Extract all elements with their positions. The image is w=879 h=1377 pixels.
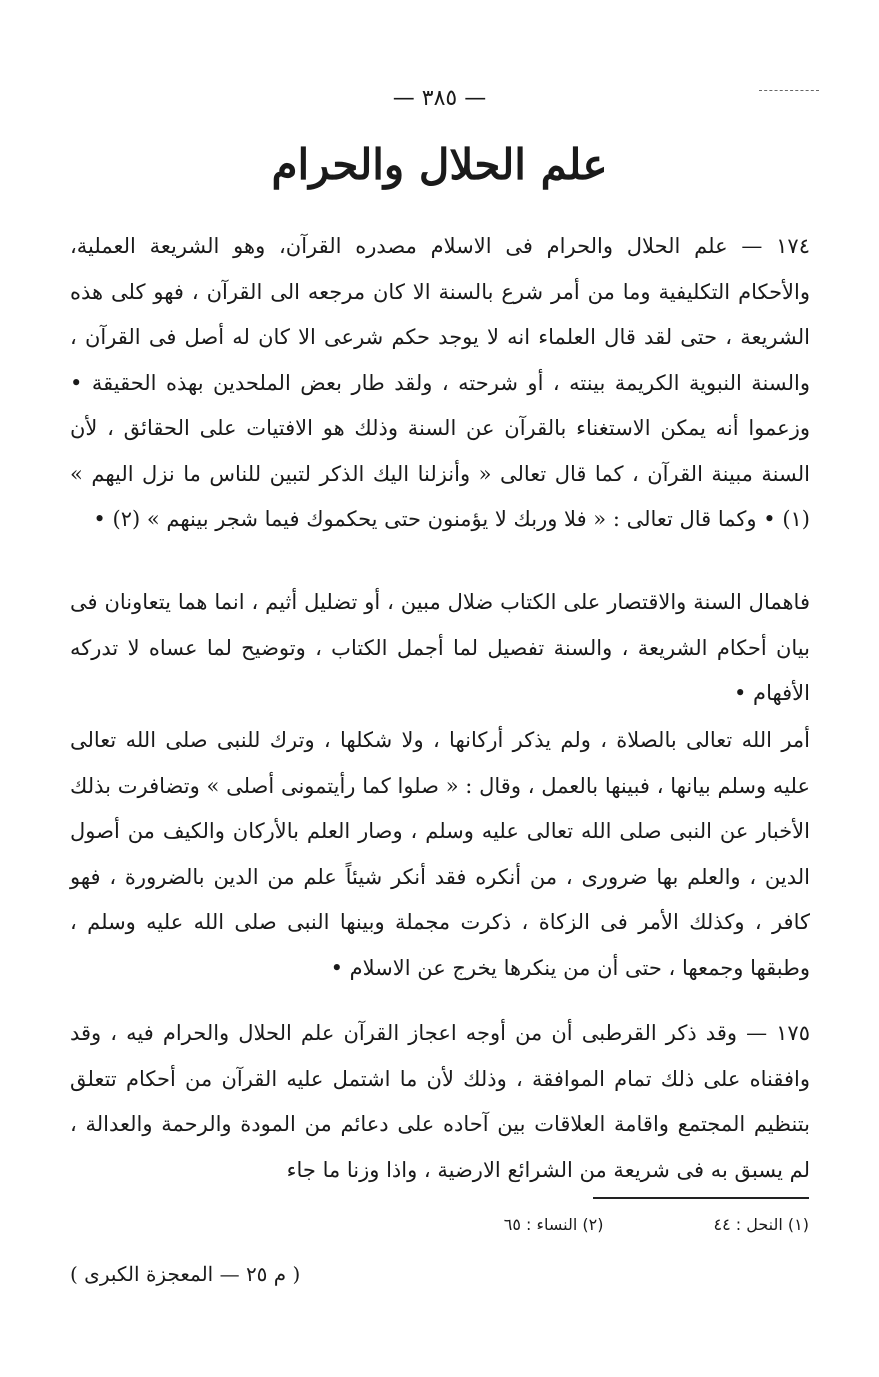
footnote-1: (١) النحل : ٤٤ <box>713 1215 809 1234</box>
printer-signature: ( م ٢٥ — المعجزة الكبرى ) <box>70 1262 301 1286</box>
footnote-divider <box>593 1197 809 1199</box>
paragraph-174: ١٧٤ — علم الحلال والحرام فى الاسلام مصدره القرآن، وهو الشريعة العملية، والأحكام التكليفية وما من أمر شرع بالسنة الا كان مرجعه الى القرآن ، فهو كلى هذه الشريعة ، حتى لقد قال العلماء انه لا يوجد حكم شرعى الا كان له أصل فى القرآن ، والسنة النبوية الكريمة بينته ، أو شرحته ، ولقد طار بعض الملحدين بهذه الحقيقة • وزعموا أنه يمكن الاستغناء بالقرآن عن السنة وذلك هو الافتيات على الحقائق ، لأن السنة مبينة القرآن ، كما قال تعالى « وأنزلنا اليك الذكر لتبين للناس ما نزل اليهم » (١) • وكما قال تعالى : « فلا وربك لا يؤمنون حتى يحكموك فيما شجر بينهم » (٢) • <box>70 234 810 531</box>
footnote-2: (٢) النساء : ٦٥ <box>503 1215 604 1234</box>
footnotes <box>309 1215 809 1234</box>
chapter-title: علم الحلال والحرام <box>271 140 608 189</box>
paragraph-prayer: أمر الله تعالى بالصلاة ، ولم يذكر أركانها ، ولا شكلها ، وترك للنبى صلى الله تعالى عليه وسلم بيانها ، فبينها بالعمل ، وقال : « صلوا كما رأيتمونى أصلى » وتضافرت بذلك الأخبار عن النبى صلى الله تعالى عليه وسلم ، وصار العلم بالأركان والكيف من أصول الدين ، والعلم بها ضرورى ، من أنكره فقد أنكر شيئاً علم من الدين بالضرورة ، فهو كافر ، وكذلك الأمر فى الزكاة ، ذكرت مجملة وبينها النبى صلى الله عليه وسلم ، وطبقها وجمعها ، حتى أن من ينكرها يخرج عن الاسلام • <box>70 728 810 980</box>
paragraph-175: ١٧٥ — وقد ذكر القرطبى أن من أوجه اعجاز القرآن علم الحلال والحرام فيه ، وقد وافقناه على ذلك تمام الموافقة ، وذلك لأن ما اشتمل عليه القرآن من أحكام تتعلق بتنظيم المجتمع واقامة العلاقات بين آحاده على دعائم من المودة والرحمة والعدالة ، لم يسبق به فى شريعة من الشرائع الارضية ، واذا وزنا ما جاء <box>70 1021 810 1182</box>
paragraph-neglect-sunnah: فاهمال السنة والاقتصار على الكتاب ضلال مبين ، أو تضليل أثيم ، انما هما يتعاونان فى بيان أحكام الشريعة ، والسنة تفصيل لما أجمل الكتاب ، وتوضيح لما عساه لا تدركه الأفهام • <box>70 590 810 705</box>
page-number: — ٣٨٥ — <box>392 86 487 111</box>
